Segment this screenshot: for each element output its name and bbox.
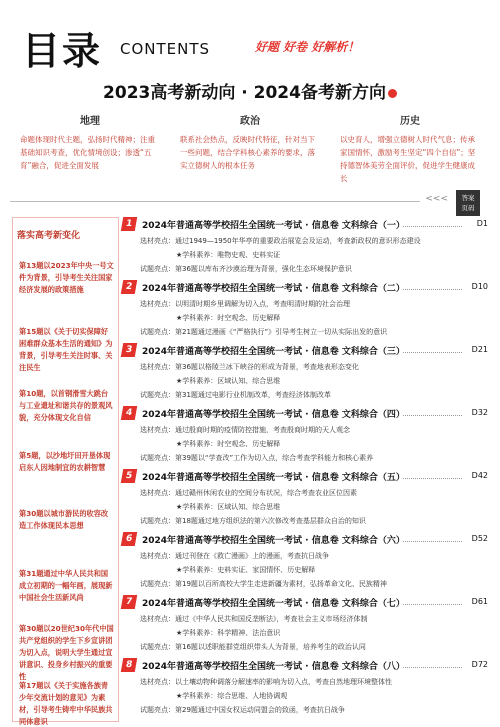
dot-leader — [403, 289, 462, 290]
entry-header — [138, 218, 488, 232]
entry-material-highlight: 选材亮点：通过殷商时期的疫情防控措施，考查殷商时期的天人观念 — [140, 426, 350, 434]
subject-description: 命题体现时代主题，弘扬时代精神；注重基础知识考查，优化情境创设；渗透“五育”融合，促进全面发展 — [20, 135, 155, 170]
entry-question-highlight: 试题亮点：第36题以库布齐沙漠治理为背景，强化生态环境保护意识 — [140, 265, 352, 273]
entry-literacy: ★学科素养：时空观念、历史解释 — [176, 440, 281, 448]
headline-dot-icon — [388, 89, 397, 98]
sidebar-item: 第30题以城市游民的收容改造工作体现民本思想 — [19, 509, 109, 530]
entry-page: D52 — [471, 534, 488, 543]
entry-material-highlight: 选材亮点：以土壤动物种调落分解速率的影响为切入点，考查自然地理环境整体性 — [140, 678, 392, 686]
entry-title[interactable]: 2024年普通高等学校招生全国统一考试 · 信息卷 文科综合（一） — [142, 221, 405, 231]
sidebar-item: 第15题以《关于切实保障好困难群众基本生活的通知》为背景，引导考生关注时事、关注民生 — [19, 327, 113, 372]
entry-material-highlight: 选材亮点：通过1949—1950年华亭的重要政治展览会及运动，考查新政权的意识形态建设 — [140, 237, 421, 245]
entry-header — [138, 596, 488, 610]
entry-number: 5 — [121, 469, 137, 483]
dot-leader — [403, 415, 462, 416]
toc-entry[interactable] — [124, 406, 488, 468]
entry-page: D10 — [471, 282, 488, 291]
page-title-en: CONTENTS — [120, 40, 211, 58]
entry-material-highlight: 选材亮点：通过赣州休闲农业的空间分布状况，综合考查农业区位因素 — [140, 489, 357, 497]
sidebar-item: 第17题以《关于实施各族青少年交流计划的意见》为素材，引导考生铸牢中华民族共同体意识 — [19, 681, 113, 726]
entry-question-highlight: 试题亮点：第16题以述职能群党组织带头人为背景，培养考生的政治认同 — [140, 643, 366, 651]
divider — [10, 201, 420, 202]
entry-literacy: ★学科素养：综合思维、人地协调观 — [176, 692, 288, 700]
sidebar-title: 落实高考新变化 — [17, 231, 81, 241]
toc-entries — [124, 217, 488, 727]
entry-question-highlight: 试题亮点：第19题以百所高校大学生走进新疆为素材，弘扬革命文化、民族精神 — [140, 580, 387, 588]
entry-literacy: ★学科素养：史料实证、家国情怀、历史解释 — [176, 566, 316, 574]
entry-number: 4 — [121, 406, 137, 420]
entry-number: 1 — [121, 217, 137, 231]
headline — [0, 78, 500, 103]
entry-title[interactable]: 2024年普通高等学校招生全国统一考试 · 信息卷 文科综合（七） — [142, 599, 405, 609]
entry-header — [138, 344, 488, 358]
subject-name: 历史 — [400, 116, 420, 127]
subject-description: 联系社会热点，反映时代特征，针对当下一些问题，结合学科核心素养的要求，落实立德树人的根本任务 — [180, 135, 315, 170]
subject-politics — [180, 112, 320, 172]
toc-entry[interactable] — [124, 595, 488, 657]
entry-page: D1 — [476, 219, 488, 228]
subject-history — [340, 112, 480, 185]
entry-question-highlight: 试题亮点：第29题通过中国女权运动同盟会的致函，考查抗日战争 — [140, 706, 345, 714]
entry-header — [138, 281, 488, 295]
entry-number: 3 — [121, 343, 137, 357]
entry-title[interactable]: 2024年普通高等学校招生全国统一考试 · 信息卷 文科综合（二） — [142, 284, 405, 294]
entry-title[interactable]: 2024年普通高等学校招生全国统一考试 · 信息卷 文科综合（三） — [142, 347, 405, 357]
subject-name: 地理 — [80, 116, 100, 127]
entry-title[interactable]: 2024年普通高等学校招生全国统一考试 · 信息卷 文科综合（五） — [142, 473, 405, 483]
entry-question-highlight: 试题亮点：第31题通过电影行业机制改革，考查经济体制改革 — [140, 391, 331, 399]
toc-entry[interactable] — [124, 532, 488, 594]
subject-overview — [20, 112, 480, 184]
toc-entry[interactable] — [124, 469, 488, 531]
entry-material-highlight: 选材亮点：以明清时期乡里调解为切入点，考查明清时期的社会治理 — [140, 300, 350, 308]
sidebar-item: 第30题以20世纪30年代中国共产党组织的学生下乡宣讲团为切入点，说明大学生通过宣讲意识、投身乡村振兴的重要性 — [19, 624, 114, 681]
entry-header — [138, 659, 488, 673]
entry-question-highlight: 试题亮点：第21题通过漫画《“严格执行”》引导考生树立一切从实际出发的意识 — [140, 328, 388, 336]
answer-page-tag: 答案 页码 — [456, 190, 480, 216]
arrows-icon: <<< — [425, 194, 448, 204]
headline-text: 2023高考新动向 · 2024备考新方向 — [103, 83, 386, 103]
dot-leader — [403, 604, 462, 605]
toc-entry[interactable] — [124, 217, 488, 279]
dot-leader — [403, 352, 462, 353]
toc-entry[interactable] — [124, 343, 488, 405]
dot-leader — [403, 226, 462, 227]
sidebar — [12, 217, 119, 726]
section-separator — [0, 190, 500, 214]
subject-name: 政治 — [240, 116, 260, 127]
page-title: 目录 — [22, 29, 103, 73]
entry-page: D42 — [471, 471, 488, 480]
entry-material-highlight: 选材亮点：通过《中华人民共和国反垄断法》，考查社会主义市场经济体制 — [140, 615, 368, 623]
entry-title[interactable]: 2024年普通高等学校招生全国统一考试 · 信息卷 文科综合（六） — [142, 536, 405, 546]
dot-leader — [403, 478, 462, 479]
entry-header — [138, 533, 488, 547]
entry-literacy: ★学科素养：唯物史观、史料实证 — [176, 251, 281, 259]
entry-title[interactable]: 2024年普通高等学校招生全国统一考试 · 信息卷 文科综合（四） — [142, 410, 405, 420]
entry-number: 2 — [121, 280, 137, 294]
sidebar-item: 第13题以2023年中央一号文件为背景，引导考生关注国家经济发展的政策措施 — [19, 261, 114, 294]
toc-entry[interactable] — [124, 658, 488, 720]
sidebar-item: 第10题，以首钢滑雪大跳台与工业遗址和谐共存的景观风貌，充分体现文化自信 — [19, 389, 113, 422]
entry-number: 6 — [121, 532, 137, 546]
entry-literacy: ★学科素养：区域认知、综合思维 — [176, 377, 281, 385]
entry-material-highlight: 选材亮点：通过刊登在《救亡漫画》上的漫画，考查抗日战争 — [140, 552, 329, 560]
dot-leader — [403, 541, 462, 542]
sidebar-item: 第5题，以沙地圩田开垦体现启东人因地制宜的农耕智慧 — [19, 451, 111, 472]
toc-entry[interactable] — [124, 280, 488, 342]
subject-geography — [20, 112, 160, 172]
entry-question-highlight: 试题亮点：第39题以“学查改”工作为切入点，综合考查学科能力和核心素养 — [140, 454, 374, 462]
entry-title[interactable]: 2024年普通高等学校招生全国统一考试 · 信息卷 文科综合（八） — [142, 662, 405, 672]
entry-number: 8 — [121, 658, 137, 672]
entry-page: D32 — [471, 408, 488, 417]
subject-description: 以史育人，增强立德树人时代气息；传承家国情怀，激励考生坚定“四个自信”；坚持德智体美劳全面评价，促进学生健康成长 — [340, 135, 476, 183]
entry-number: 7 — [121, 595, 137, 609]
entry-header — [138, 470, 488, 484]
entry-page: D72 — [471, 660, 488, 669]
entry-literacy: ★学科素养：时空观念、历史解释 — [176, 314, 281, 322]
entry-literacy: ★学科素养：区域认知、综合思维 — [176, 503, 281, 511]
sidebar-item: 第31题通过中华人民共和国成立初期的一幅年画，展现新中国社会生活新风尚 — [19, 569, 113, 602]
dot-leader — [403, 667, 462, 668]
entry-question-highlight: 试题亮点：第18题通过地方组织法的第六次修改考查基层群众自治的知识 — [140, 517, 366, 525]
entry-header — [138, 407, 488, 421]
slogan: 好题 好卷 好解析！ — [255, 40, 360, 54]
header — [0, 0, 500, 73]
entry-page: D61 — [471, 597, 488, 606]
entry-material-highlight: 选材亮点：第36题以格陵兰冰下峡谷的形成为背景，考查地表形态变化 — [140, 363, 359, 371]
entry-literacy: ★学科素养：科学精神、法治意识 — [176, 629, 281, 637]
entry-page: D21 — [471, 345, 488, 354]
